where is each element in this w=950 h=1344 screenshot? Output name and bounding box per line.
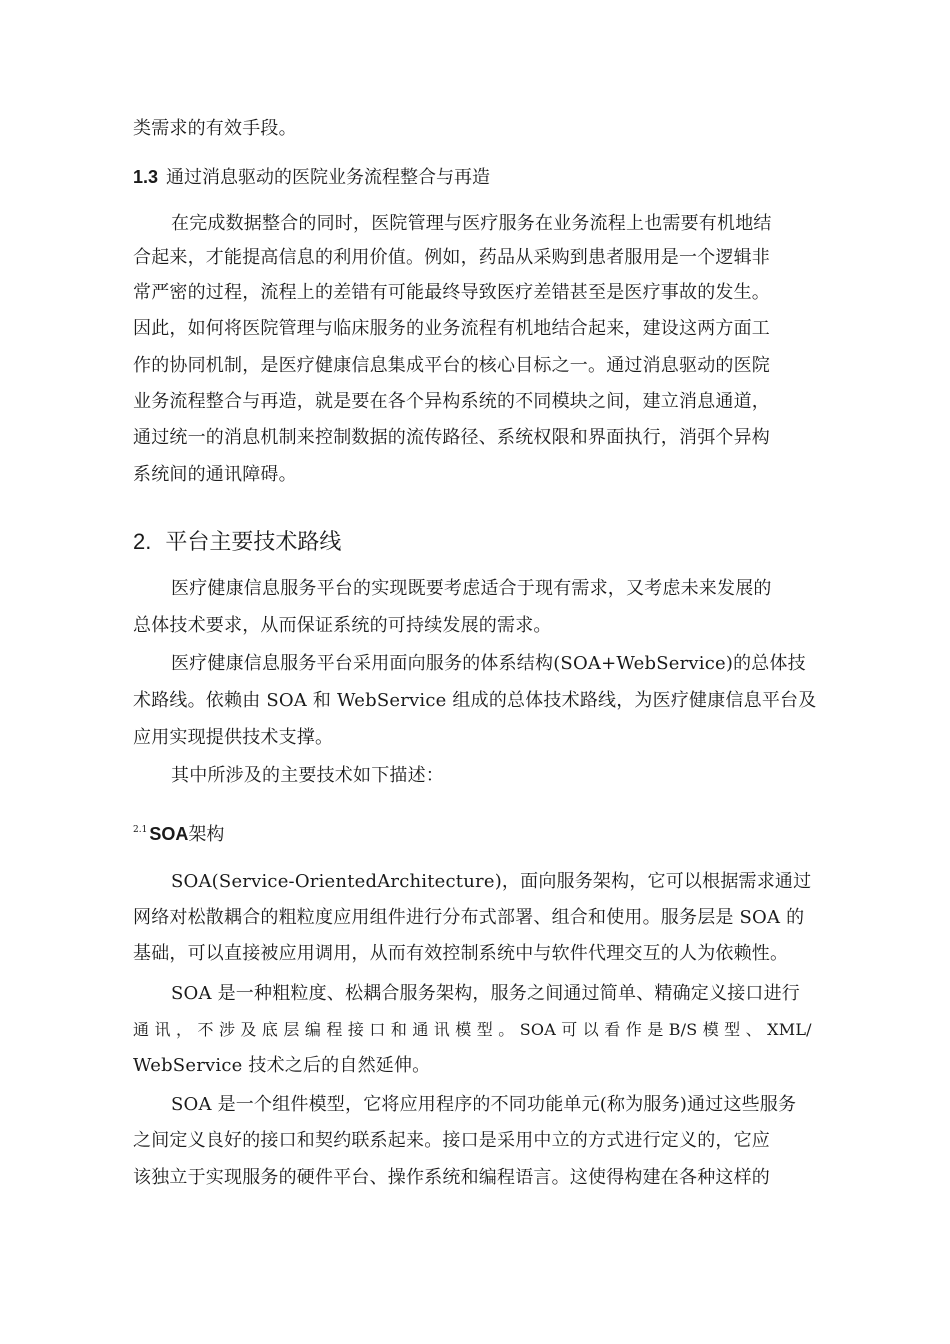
paragraph-line: 该独立于实现服务的硬件平台、操作系统和编程语言。这使得构建在各种这样的: [133, 1167, 770, 1188]
intro-line: 类需求的有效手段。: [133, 118, 297, 139]
paragraph-line: 术路线。依赖由 SOA 和 WebService 组成的总体技术路线，为医疗健康信息平台及: [133, 690, 817, 711]
paragraph-line: 在完成数据整合的同时，医院管理与医疗服务在业务流程上也需要有机地结: [171, 213, 772, 234]
paragraph-line: 作的协同机制，是医疗健康信息集成平台的核心目标之一。通过消息驱动的医院: [133, 355, 770, 376]
section-2-number: 2.: [133, 529, 152, 554]
section-1-3-number: 1.3: [133, 167, 159, 187]
paragraph-line: 医疗健康信息服务平台采用面向服务的体系结构(SOA+WebService)的总体技: [171, 653, 806, 674]
paragraph-line: WebService 技术之后的自然延伸。: [133, 1055, 431, 1076]
paragraph-line: 基础，可以直接被应用调用，从而有效控制系统中与软件代理交互的人为依赖性。: [133, 943, 789, 964]
paragraph-line: SOA(Service-OrientedArchitecture)，面向服务架构，它可以根据需求通过: [171, 871, 812, 892]
paragraph-line: 业务流程整合与再造，就是要在各个异构系统的不同模块之间，建立消息通道，: [133, 391, 770, 412]
paragraph-line: 应用实现提供技术支撑。: [133, 727, 334, 748]
paragraph-line: 网络对松散耦合的粗粒度应用组件进行分布式部署、组合和使用。服务层是 SOA 的: [133, 907, 805, 928]
section-2-1-heading: [133, 818, 224, 847]
paragraph-line: 总体技术要求，从而保证系统的可持续发展的需求。: [133, 615, 552, 636]
paragraph-line: SOA 是一种粗粒度、松耦合服务架构，服务之间通过简单、精确定义接口进行: [171, 983, 801, 1004]
section-2-1-number: 2.1: [133, 825, 148, 835]
paragraph-line: 常严密的过程，流程上的差错有可能最终导致医疗差错甚至是医疗事故的发生。: [133, 282, 770, 303]
section-2-heading: [133, 527, 341, 558]
paragraph-line: 医疗健康信息服务平台的实现既要考虑适合于现有需求，又考虑未来发展的: [171, 578, 772, 599]
paragraph-line: 之间定义良好的接口和契约联系起来。接口是采用中立的方式进行定义的，它应: [133, 1130, 770, 1151]
paragraph-line: 系统间的通讯障碍。: [133, 464, 297, 485]
paragraph-line: 通 讯 ， 不 涉 及 底 层 编 程 接 口 和 通 讯 模 型 。 SOA 可 以 看 作 是 B/S 模 型 、 XML/: [133, 1020, 812, 1039]
section-2-title: 平台主要技术路线: [165, 530, 342, 555]
paragraph-line: 通过统一的消息机制来控制数据的流传路径、系统权限和界面执行，消弭个异构: [133, 427, 770, 448]
section-1-3-title: 通过消息驱动的医院业务流程整合与再造: [166, 167, 491, 188]
paragraph-line: 其中所涉及的主要技术如下描述：: [171, 765, 444, 786]
section-2-1-title-cjk: 架构: [188, 824, 225, 845]
paragraph-line: 合起来，才能提高信息的利用价值。例如，药品从采购到患者服用是一个逻辑非: [133, 247, 770, 268]
paragraph-line: 因此，如何将医院管理与临床服务的业务流程有机地结合起来，建设这两方面工: [133, 318, 770, 339]
section-1-3-heading: [133, 165, 490, 190]
paragraph-line: SOA 是一个组件模型，它将应用程序的不同功能单元(称为服务)通过这些服务: [171, 1094, 797, 1115]
section-2-1-title-latin: SOA: [149, 824, 189, 844]
